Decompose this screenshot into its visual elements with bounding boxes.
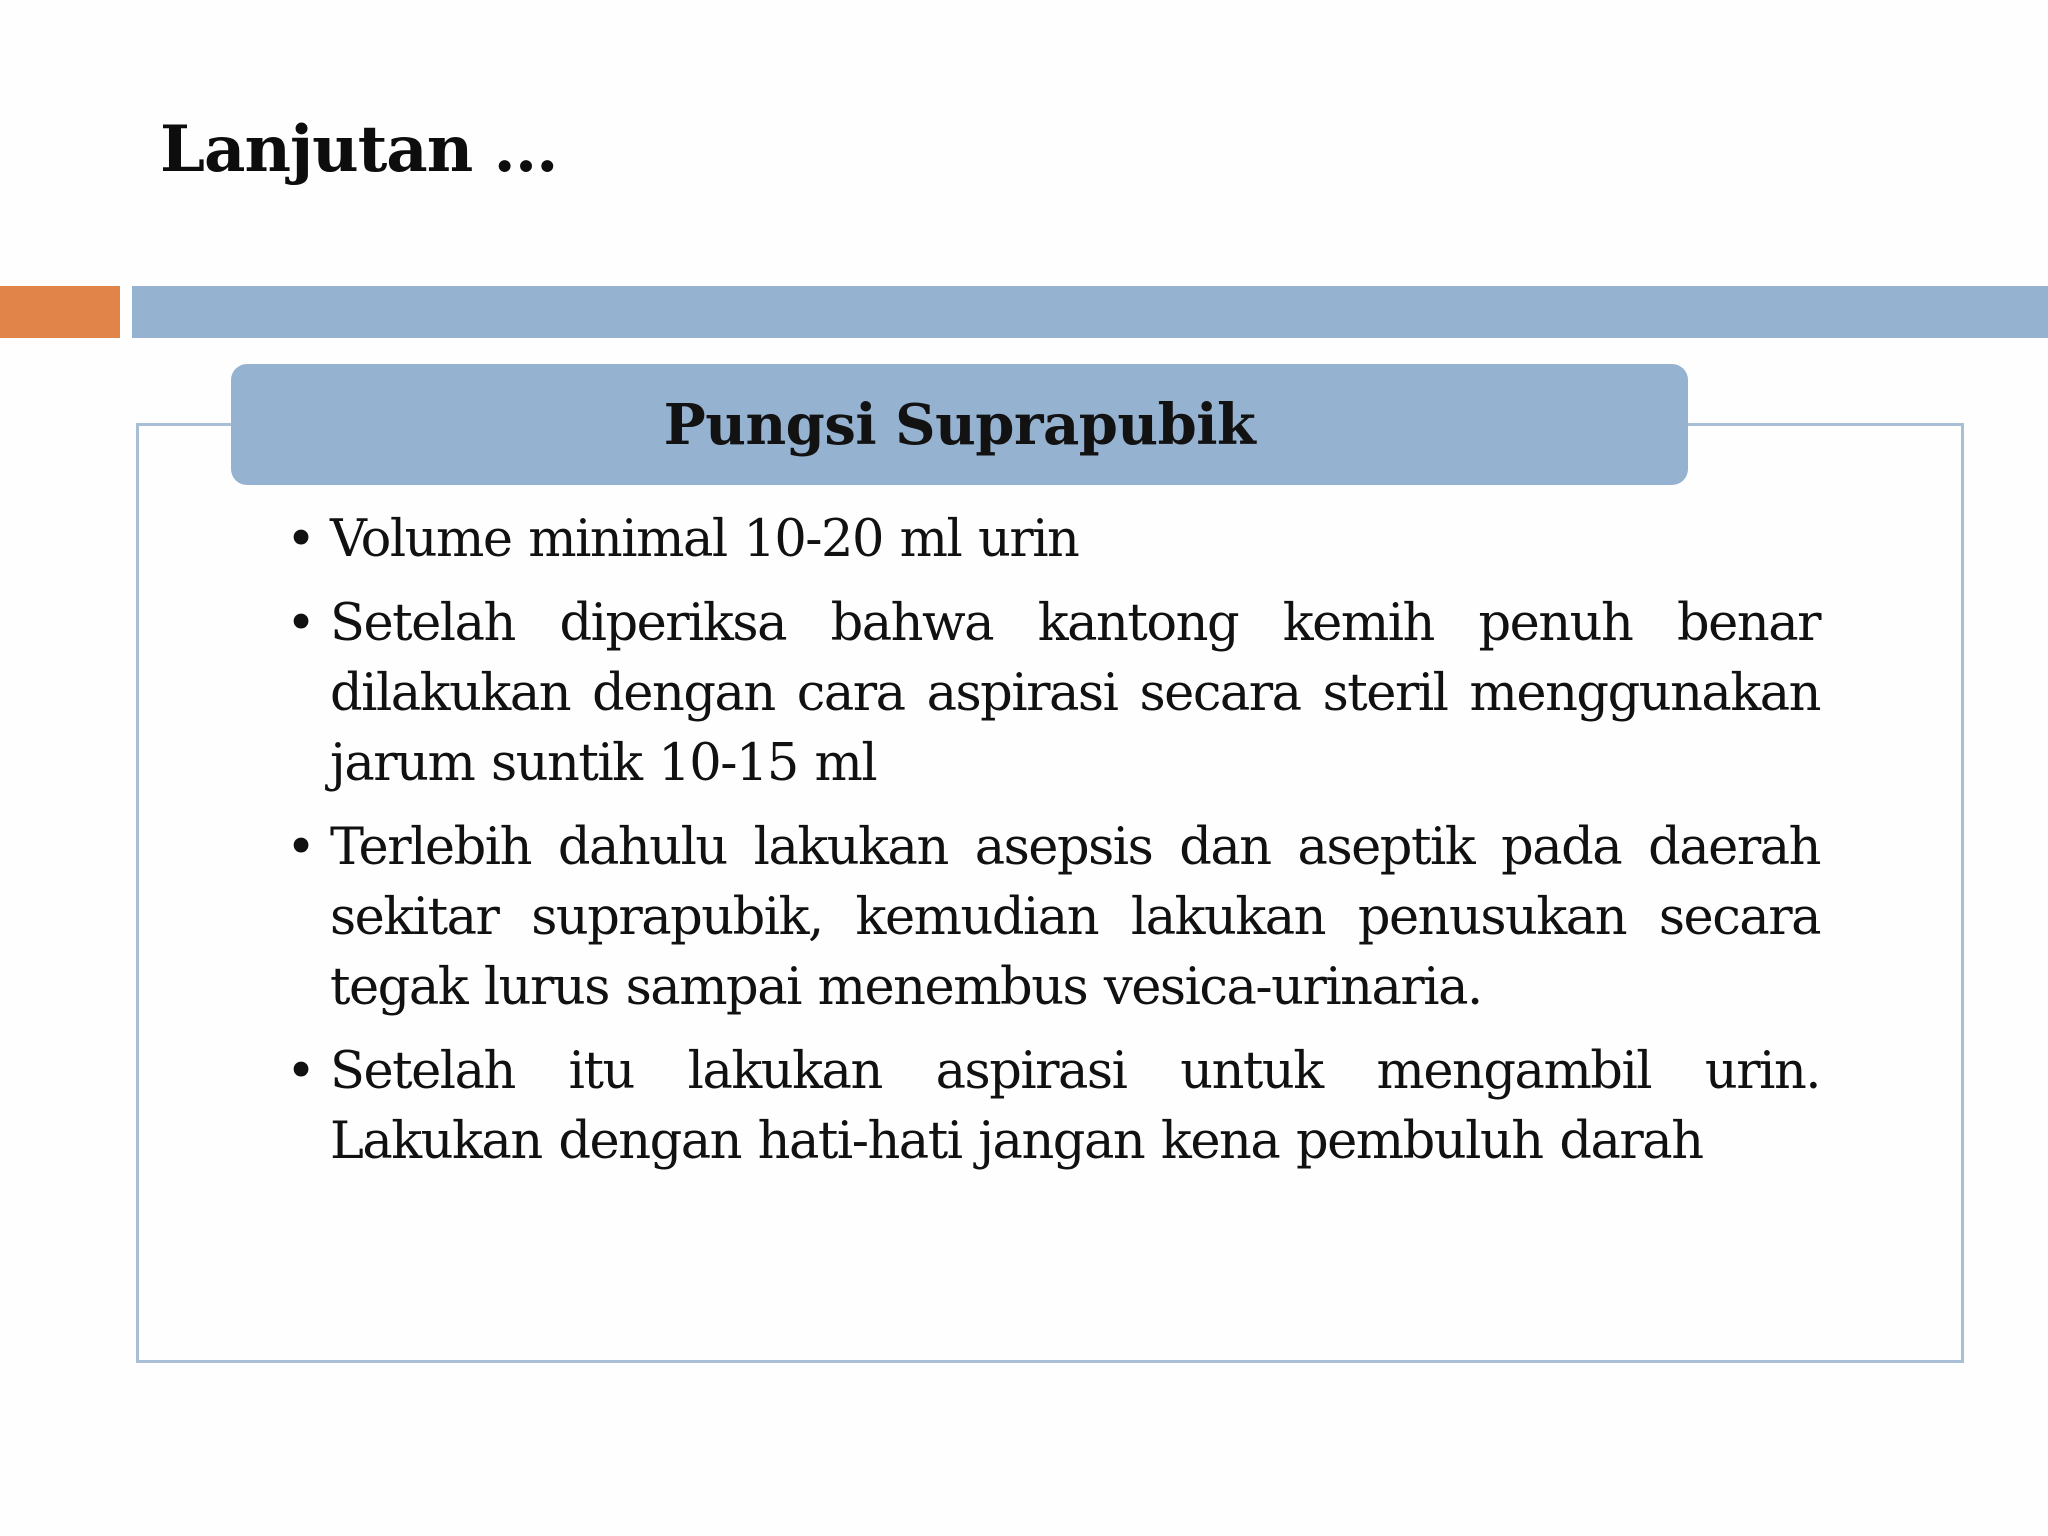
slide-title: Lanjutan ... (160, 112, 558, 187)
bullet-item (284, 813, 1820, 1023)
bullet-text: Setelah diperiksa bahwa kantong kemih penuh benar dilakukan dengan cara aspirasi secara steril menggunakan jarum suntik 10-15 ml (330, 594, 1820, 793)
accent-bar-orange (0, 286, 120, 338)
bullet-item (284, 505, 1820, 575)
bullet-item (284, 589, 1820, 799)
bullet-text: Terlebih dahulu lakukan asepsis dan aseptik pada daerah sekitar suprapubik, kemudian lakukan penusukan secara tegak lurus sampai menembus vesica-urinaria. (330, 818, 1820, 1017)
bullet-dot-icon: • (286, 510, 315, 569)
bullet-dot-icon: • (286, 818, 315, 877)
card-heading: Pungsi Suprapubik (663, 391, 1256, 458)
accent-bar-blue (132, 286, 2048, 338)
bullet-text: Setelah itu lakukan aspirasi untuk mengambil urin. Lakukan dengan hati-hati jangan kena pembuluh darah (330, 1042, 1820, 1171)
card-header-tab (231, 364, 1688, 485)
bullet-item (284, 1037, 1820, 1177)
bullet-text: Volume minimal 10-20 ml urin (330, 510, 1079, 569)
bullet-dot-icon: • (286, 594, 315, 653)
bullet-dot-icon: • (286, 1042, 315, 1101)
bullet-list (284, 505, 1820, 1191)
